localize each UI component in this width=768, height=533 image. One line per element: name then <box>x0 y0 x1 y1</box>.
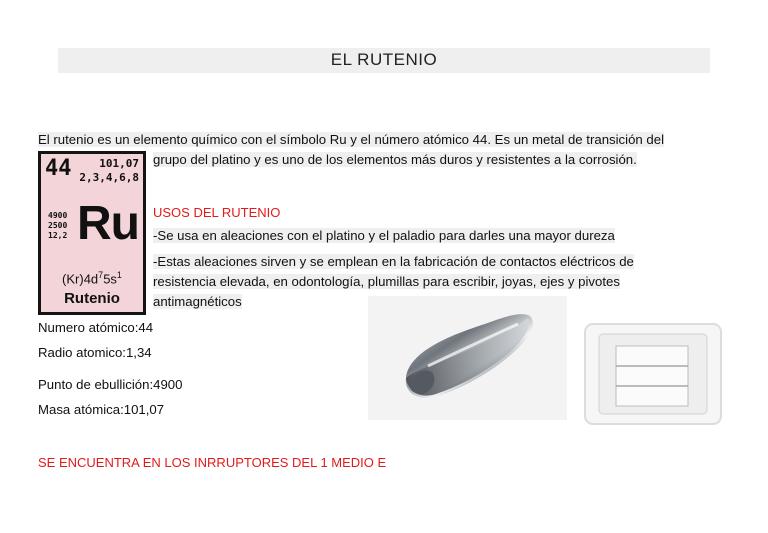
uses-heading: USOS DEL RUTENIO <box>153 205 281 220</box>
ruthenium-metal-icon <box>368 296 567 420</box>
tile-atomic-mass: 101,07 <box>99 157 139 170</box>
tile-electron-config: $(Kr)4d^75s^1$ <box>62 270 122 287</box>
prop-atomic-number: Numero atómico:44 <box>38 320 154 335</box>
prop-atomic-radius: Radio atomico:1,34 <box>38 345 152 360</box>
tile-element-name: Rutenio <box>64 290 120 307</box>
light-switch-icon <box>583 322 723 426</box>
uses-item-1: -Se usa en aleaciones con el platino y el paladio para darles una mayor dureza <box>153 228 615 243</box>
prop-atomic-mass: Masa atómica:101,07 <box>38 402 165 417</box>
tile-atomic-number: 44 <box>45 156 72 181</box>
tile-oxidation-states: 2,3,4,6,8 <box>79 171 139 184</box>
tile-side-value: 4900 <box>48 211 68 220</box>
prop-boiling-point: Punto de ebullición:4900 <box>38 377 183 392</box>
tile-side-value: 12,2 <box>48 231 68 240</box>
ruthenium-photo <box>368 296 567 420</box>
tile-symbol: Ru <box>77 197 139 250</box>
tile-side-value: 2500 <box>48 221 68 230</box>
intro-line-2: grupo del platino y es uno de los elementos más duros y resistentes a la corrosión. <box>153 152 637 167</box>
footer-note: SE ENCUENTRA EN LOS INRRUPTORES DEL 1 MEDIO E <box>38 455 387 470</box>
periodic-element-tile <box>38 151 146 315</box>
uses-item-2-line-3: antimagnéticos <box>153 294 242 309</box>
uses-item-2-line-2: resistencia elevada, en odontología, plumillas para escribir, joyas, ejes y pivotes <box>153 274 620 289</box>
intro-line-1: El rutenio es un elemento químico con el símbolo Ru y el número atómico 44. Es un metal de transición del <box>38 132 665 147</box>
uses-item-2-line-1: -Estas aleaciones sirven y se emplean en la fabricación de contactos eléctricos de <box>153 254 634 269</box>
page-title: EL RUTENIO <box>330 50 438 69</box>
light-switch-photo <box>583 322 723 426</box>
